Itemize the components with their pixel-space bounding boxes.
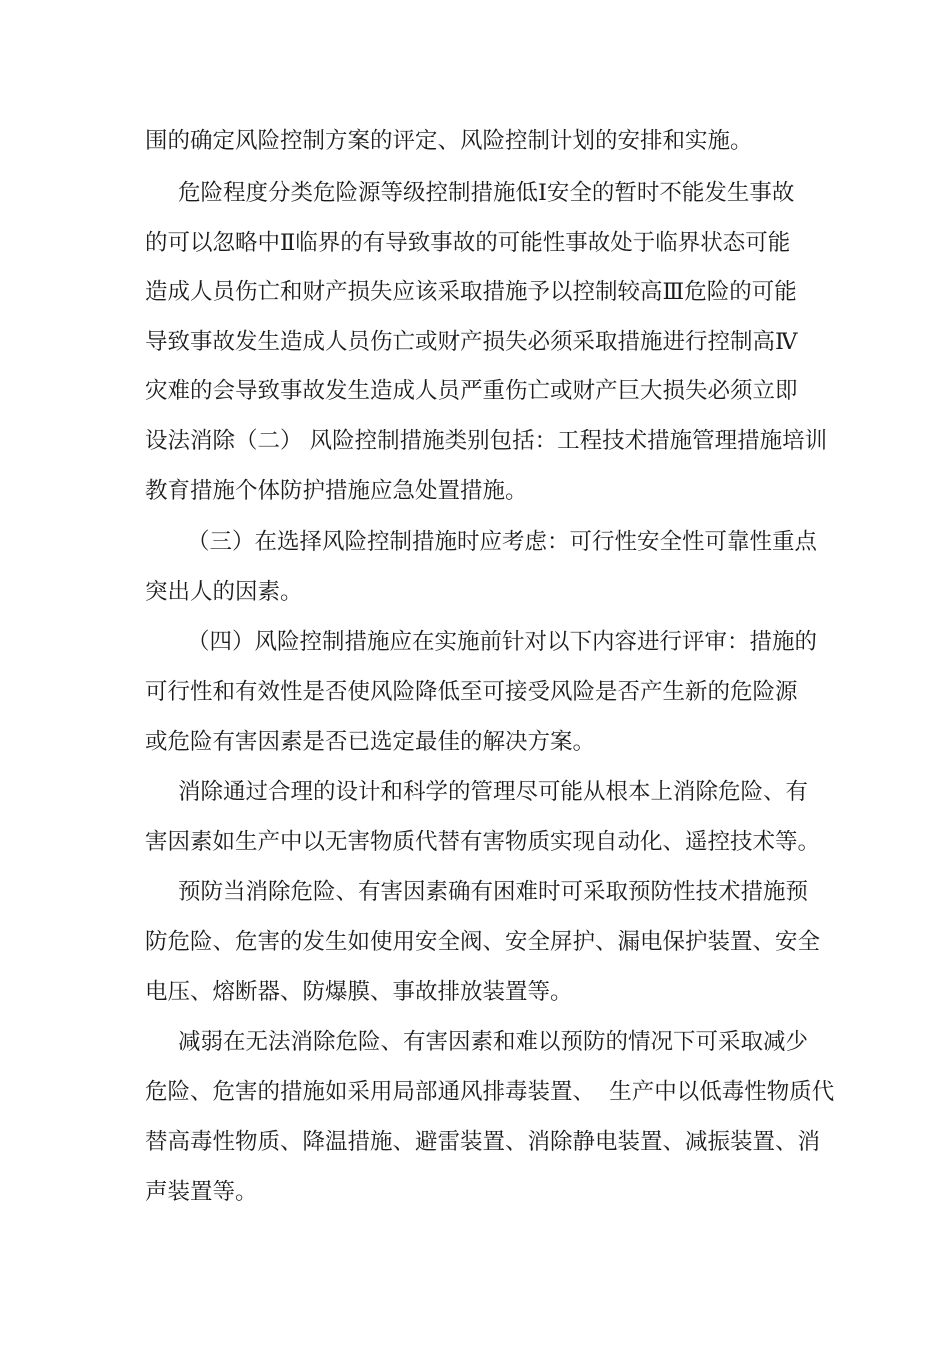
text-line: 可行性和有效性是否使风险降低至可接受风险是否产生新的危险源 xyxy=(145,679,798,705)
text-line: 灾难的会导致事故发生造成人员严重伤亡或财产巨大损失必须立即 xyxy=(145,378,798,404)
text-line: 害因素如生产中以无害物质代替有害物质实现自动化、遥控技术等。 xyxy=(145,829,821,855)
text-line: 减弱在无法消除危险、有害因素和难以预防的情况下可采取减少 xyxy=(178,1029,809,1055)
text-line: 消除通过合理的设计和科学的管理尽可能从根本上消除危险、有 xyxy=(178,779,809,805)
text-line: 造成人员伤亡和财产损失应该采取措施予以控制较高Ⅲ危险的可能 xyxy=(145,279,797,305)
text-line: 设法消除（二） 风险控制措施类别包括：工程技术措施管理措施培训 xyxy=(145,428,828,454)
text-line: 的可以忽略中Ⅱ临界的有导致事故的可能性事故处于临界状态可能 xyxy=(145,230,791,256)
text-line: （三）在选择风险控制措施时应考虑：可行性安全性可靠性重点 xyxy=(187,529,818,555)
text-line: 防危险、危害的发生如使用安全阀、安全屏护、漏电保护装置、安全 xyxy=(145,929,821,955)
text-line: 或危险有害因素是否已选定最佳的解决方案。 xyxy=(145,729,596,755)
text-line: 电压、熔断器、防爆膜、事故排放装置等。 xyxy=(145,979,573,1005)
text-line: 替高毒性物质、降温措施、避雷装置、消除静电装置、减振装置、消 xyxy=(145,1129,821,1155)
text-line: 围的确定风险控制方案的评定、风险控制计划的安排和实施。 xyxy=(145,128,753,154)
text-line: 导致事故发生造成人员伤亡或财产损失必须采取措施进行控制高Ⅳ xyxy=(145,329,798,355)
text-line: 教育措施个体防护措施应急处置措施。 xyxy=(145,478,528,504)
text-line: 突出人的因素。 xyxy=(145,579,303,605)
text-line: （四）风险控制措施应在实施前针对以下内容进行评审：措施的 xyxy=(187,629,818,655)
text-line: 预防当消除危险、有害因素确有困难时可采取预防性技术措施预 xyxy=(178,879,809,905)
text-line: 危险、危害的措施如采用局部通风排毒装置、 生产中以低毒性物质代 xyxy=(145,1079,835,1105)
text-line: 声装置等。 xyxy=(145,1179,258,1205)
text-line: 危险程度分类危险源等级控制措施低Ⅰ安全的暂时不能发生事故 xyxy=(178,180,795,206)
